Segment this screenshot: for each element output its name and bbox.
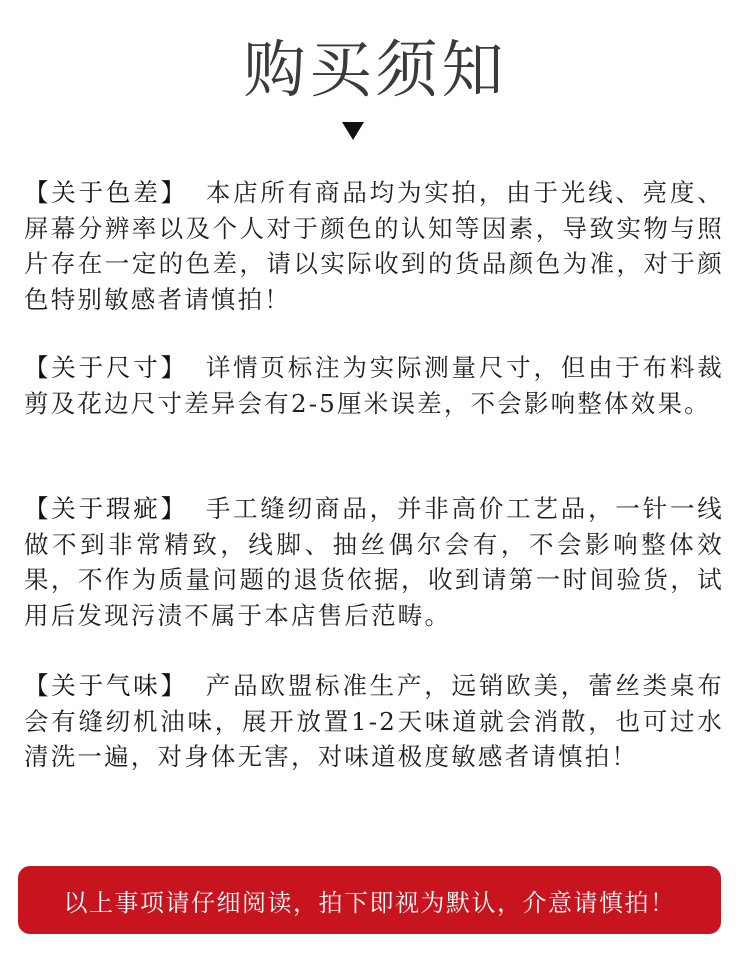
section-body: 产品欧盟标准生产，远销欧美，蕾丝类桌布会有缝纫机油味，展开放置1-2天味道就会消散，也可过水清洗一遍，对身体无害，对味道极度敏感者请慎拍！ — [24, 671, 724, 771]
section-heading: 【关于尺寸】 — [24, 353, 188, 382]
page-title: 购买须知 — [243, 33, 508, 106]
section-size — [24, 350, 724, 421]
triangle-down-icon — [342, 122, 364, 140]
notice-banner — [18, 866, 721, 934]
section-heading: 【关于色差】 — [24, 178, 188, 207]
section-body: 详情页标注为实际测量尺寸，但由于布料裁剪及花边尺寸差异会有2-5厘米误差，不会影响整体效果。 — [24, 353, 724, 418]
section-odor — [24, 668, 724, 775]
notice-text: 以上事项请仔细阅读，拍下即视为默认，介意请慎拍！ — [63, 888, 676, 917]
section-heading: 【关于气味】 — [24, 671, 188, 700]
section-color-difference — [24, 175, 724, 317]
section-flaws — [24, 491, 724, 633]
section-body: 本店所有商品均为实拍，由于光线、亮度、屏幕分辨率以及个人对于颜色的认知等因素，导致实物与照片存在一定的色差，请以实际收到的货品颜色为准，对于颜色特别敏感者请慎拍！ — [24, 178, 724, 314]
section-heading: 【关于瑕疵】 — [24, 494, 188, 523]
section-body: 手工缝纫商品，并非高价工艺品，一针一线做不到非常精致，线脚、抽丝偶尔会有，不会影响整体效果，不作为质量问题的退货依据，收到请第一时间验货，试用后发现污渍不属于本店售后范畴。 — [24, 494, 724, 630]
